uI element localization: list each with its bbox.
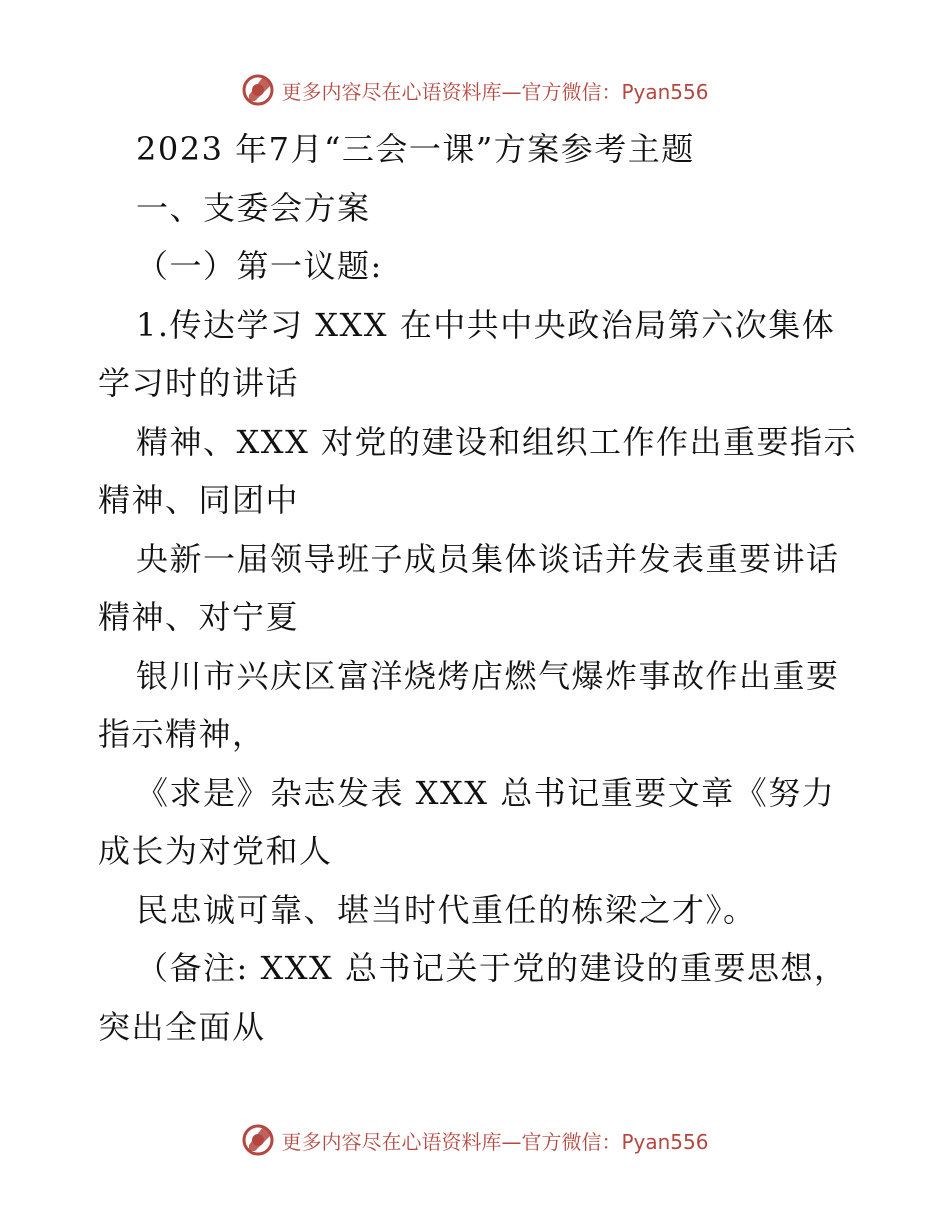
paragraph-line: 学习时的讲话 [98, 364, 300, 402]
watermark-text: 更多内容尽在心语资料库—官方微信：Pyan556 [281, 79, 709, 104]
watermark-text: 更多内容尽在心语资料库—官方微信：Pyan556 [281, 1129, 709, 1154]
paragraph-line: 民忠诚可靠、堪当时代重任的栋梁之才》。 [136, 890, 757, 929]
watermark-header [0, 70, 950, 110]
subsection-heading: （一）第一议题: [136, 247, 383, 285]
document-body [98, 120, 858, 1056]
paragraph-line: 银川市兴庆区富洋烧烤店燃气爆炸事故作出重要 [136, 656, 840, 695]
paragraph-line: 《求是》杂志发表 XXX 总书记重要文章《努力 [136, 773, 836, 812]
paragraph-line: 突出全面从 [98, 1007, 266, 1046]
paragraph-line: 精神、对宁夏 [98, 598, 300, 636]
brand-logo-icon [241, 73, 275, 107]
doc-title: 2023 年7月“三会一课”方案参考主题 [136, 130, 695, 168]
section-heading: 一、支委会方案 [136, 188, 371, 227]
paragraph-line: （备注: XXX 总书记关于党的建设的重要思想， [136, 949, 848, 987]
paragraph-line: 指示精神， [98, 715, 266, 753]
paragraph-line: 央新一届领导班子成员集体谈话并发表重要讲话 [136, 539, 840, 578]
paragraph-line: 1.传达学习 XXX 在中共中央政治局第六次集体 [136, 305, 836, 344]
paragraph-line: 成长为对党和人 [98, 832, 333, 870]
brand-logo-icon [241, 1123, 275, 1157]
watermark-footer [0, 1120, 950, 1160]
paragraph-line: 精神、同团中 [98, 481, 300, 519]
paragraph-line: 精神、XXX 对党的建设和组织工作作出重要指示 [136, 422, 858, 461]
